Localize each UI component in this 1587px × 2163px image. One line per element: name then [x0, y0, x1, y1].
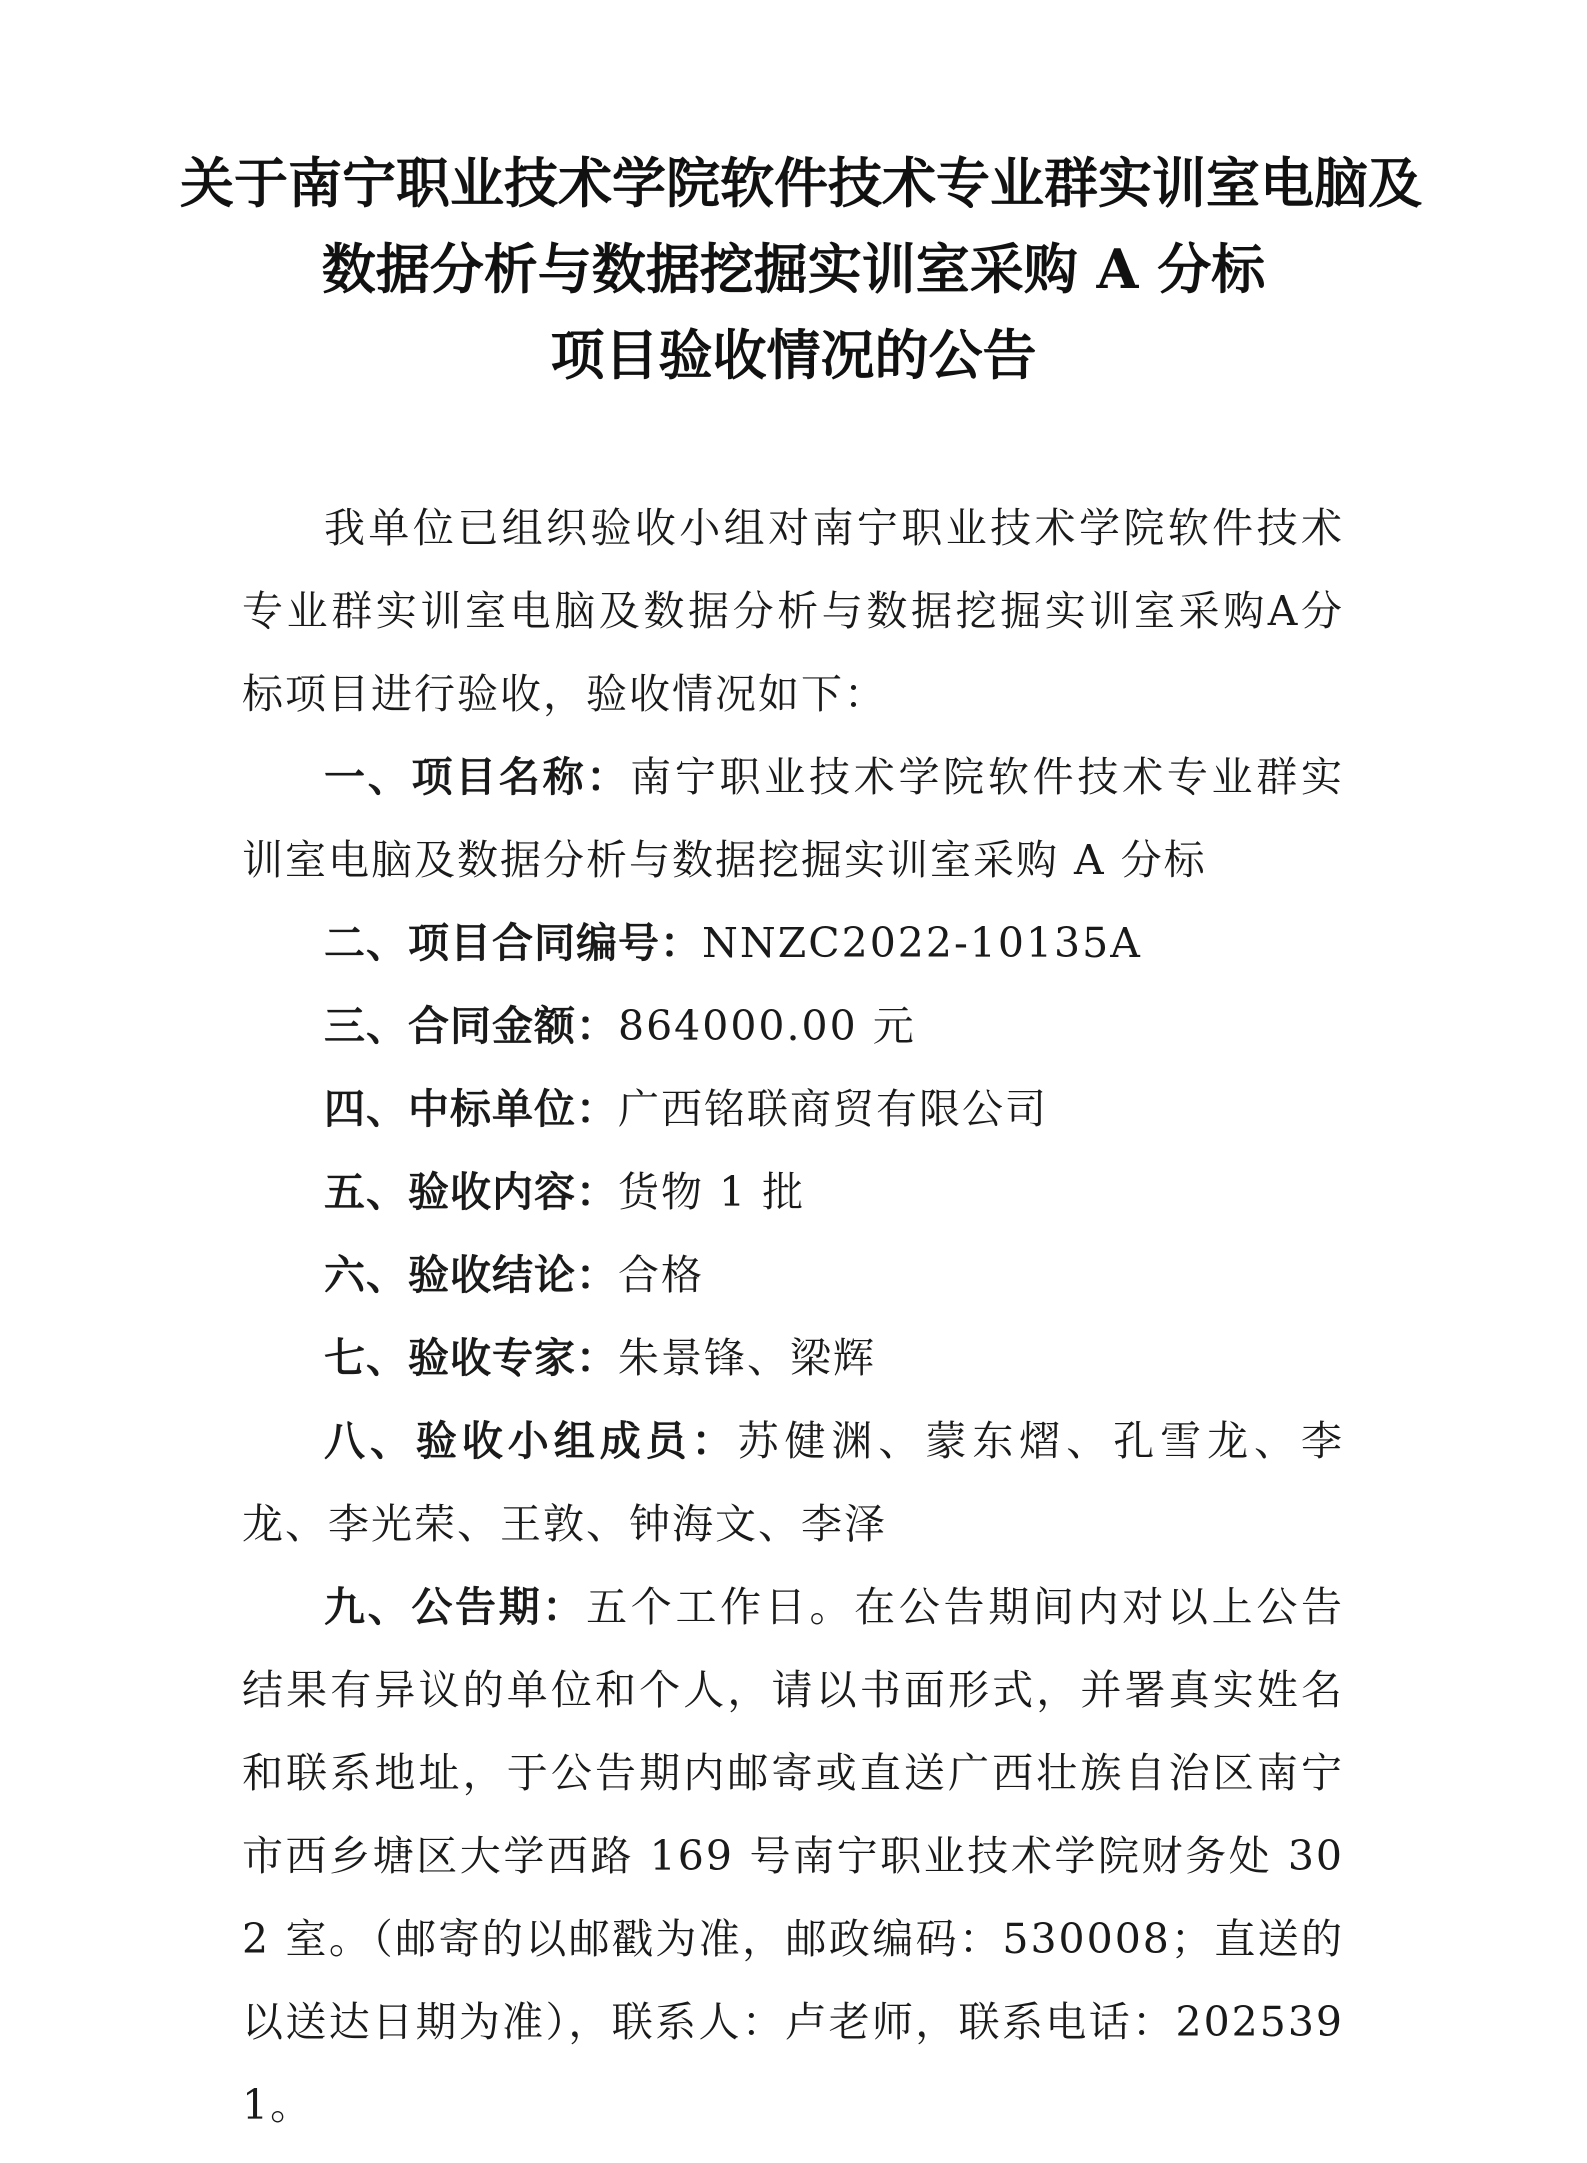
- item-label: 三、合同金额：: [324, 1002, 618, 1050]
- item-value: 五个工作日。在公告期间内对以上公告结果有异议的单位和个人，请以书面形式，并署真实姓名和联系地址，于公告期内邮寄或直送广西壮族自治区南宁市西乡塘区大学西路 169 号南宁职业技术学院财务处 302 室。（邮寄的以邮戳为准，邮政编码：530008；直送的以送达日期为准），联系人：卢老师，联系电话：2025391。: [242, 1583, 1345, 2129]
- announcement-title: [180, 140, 1422, 398]
- item-value: 朱景锋、梁辉: [618, 1334, 876, 1382]
- item-label: 九、公告期：: [324, 1583, 587, 1631]
- title-line-1: 关于南宁职业技术学院软件技术专业群实训室电脑及: [180, 151, 1422, 215]
- item-project-name: [242, 736, 1344, 902]
- item-value: 合格: [618, 1251, 704, 1299]
- announcement-body: [242, 487, 1344, 2147]
- item-acceptance-experts: [242, 1317, 1344, 1400]
- item-contract-number: [242, 902, 1344, 985]
- item-winning-bidder: [242, 1068, 1344, 1151]
- title-line-2: 数据分析与数据挖掘实训室采购 A 分标: [321, 237, 1266, 301]
- item-contract-amount: [242, 985, 1344, 1068]
- item-label: 二、项目合同编号：: [324, 919, 702, 967]
- item-label: 一、项目名称：: [324, 753, 631, 801]
- title-line-3: 项目验收情况的公告: [550, 323, 1037, 387]
- item-label: 四、中标单位：: [324, 1085, 618, 1133]
- item-label: 五、验收内容：: [324, 1168, 618, 1216]
- item-value: 苏健渊、蒙东熠、孔雪龙、李龙、李光荣、王敦、钟海文、李泽: [242, 1417, 1345, 1548]
- item-label: 七、验收专家：: [324, 1334, 618, 1382]
- item-value: 广西铭联商贸有限公司: [618, 1085, 1048, 1133]
- item-value: 南宁职业技术学院软件技术专业群实训室电脑及数据分析与数据挖掘实训室采购 A 分标: [242, 753, 1345, 884]
- item-acceptance-content: [242, 1151, 1344, 1234]
- item-value: 货物 1 批: [618, 1168, 806, 1216]
- item-label: 八、验收小组成员：: [324, 1417, 738, 1465]
- item-acceptance-conclusion: [242, 1234, 1344, 1317]
- item-value: NNZC2022-10135A: [702, 919, 1142, 967]
- item-value: 864000.00 元: [618, 1002, 916, 1050]
- intro-paragraph: 我单位已组织验收小组对南宁职业技术学院软件技术专业群实训室电脑及数据分析与数据挖掘实训室采购A分标项目进行验收，验收情况如下：: [242, 504, 1344, 718]
- item-announcement-period: [242, 1566, 1344, 2147]
- item-label: 六、验收结论：: [324, 1251, 618, 1299]
- item-team-members: [242, 1400, 1344, 1566]
